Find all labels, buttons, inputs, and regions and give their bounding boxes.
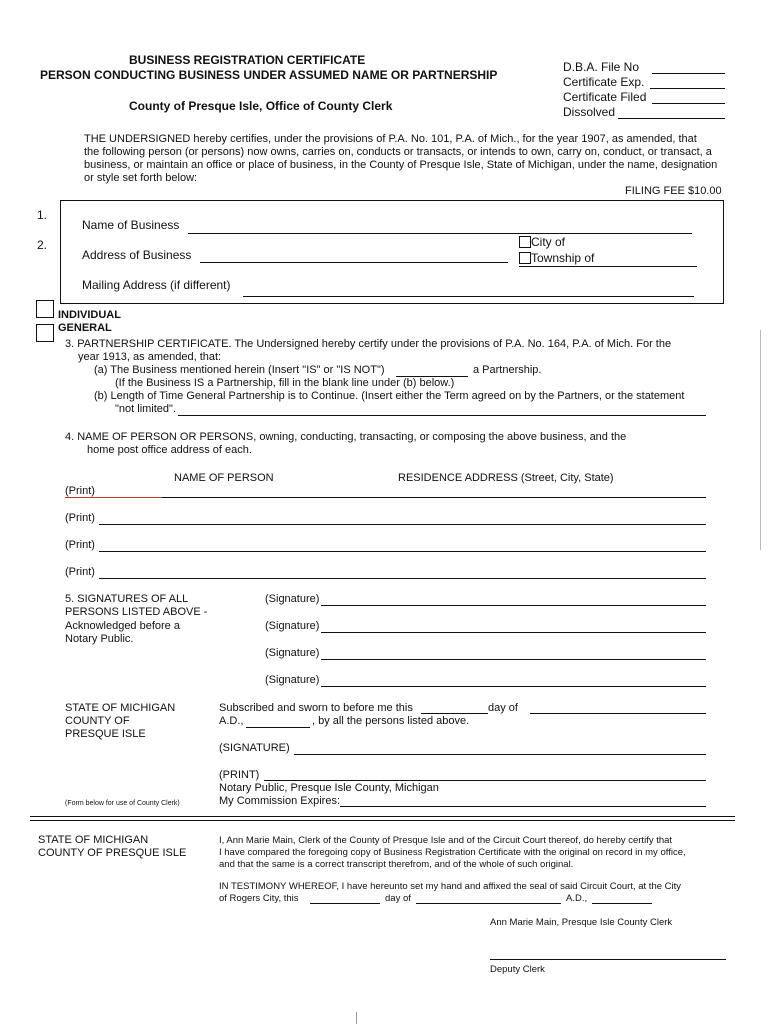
commission-field[interactable] bbox=[340, 806, 706, 807]
signature-label: (Signature) bbox=[265, 593, 320, 605]
signatures-heading-4: Notary Public. bbox=[65, 633, 134, 645]
notary-county: COUNTY OF bbox=[65, 715, 130, 727]
name-column-header: NAME OF PERSON bbox=[174, 472, 274, 484]
clerk-month-field[interactable] bbox=[416, 903, 561, 904]
signatures-heading-2: PERSONS LISTED ABOVE - bbox=[65, 606, 208, 618]
notary-day-field[interactable] bbox=[421, 713, 488, 714]
print-label: (Print) bbox=[65, 539, 95, 551]
clerk-county: COUNTY OF PRESQUE ISLE bbox=[38, 847, 187, 859]
subscribed-text: Subscribed and sworn to before me this bbox=[219, 702, 413, 714]
partnership-heading-2: year 1913, as amended, that: bbox=[78, 351, 222, 363]
notary-public-text: Notary Public, Presque Isle County, Michigan bbox=[219, 782, 439, 794]
testimony-text-1: IN TESTIMONY WHEREOF, I have hereunto set my hand and affixed the seal of said Circuit Court, at the City bbox=[219, 881, 682, 892]
notary-state: STATE OF MICHIGAN bbox=[65, 702, 176, 714]
city-township-field[interactable] bbox=[519, 266, 697, 267]
general-checkbox[interactable] bbox=[36, 324, 54, 342]
dissolved-field[interactable] bbox=[618, 118, 725, 119]
signature-1-field[interactable] bbox=[321, 605, 706, 606]
print-label: (Print) bbox=[65, 512, 95, 524]
city-checkbox[interactable] bbox=[519, 236, 531, 248]
partnership-a-note: (If the Business IS a Partnership, fill in the blank line under (b) below.) bbox=[115, 377, 455, 389]
partnership-b-label: (b) Length of Time General Partnership is to Continue. (Insert either the Term agreed on by the Partners, or the statement bbox=[94, 390, 685, 402]
address-column-header: RESIDENCE ADDRESS (Street, City, State) bbox=[398, 472, 614, 484]
person-1-field[interactable] bbox=[162, 497, 706, 498]
print-label: (Print) bbox=[65, 485, 95, 497]
signature-label: (Signature) bbox=[265, 674, 320, 686]
notary-year-field[interactable] bbox=[246, 727, 310, 728]
township-checkbox[interactable] bbox=[519, 252, 531, 264]
township-label: Township of bbox=[531, 251, 595, 265]
signature-label: (Signature) bbox=[265, 620, 320, 632]
partnership-b-label-2: "not limited". bbox=[115, 403, 176, 415]
clerk-certification-2: I have compared the foregoing copy of Business Registration Certificate with the original on record in my office, bbox=[219, 847, 686, 858]
notary-signature-label: (SIGNATURE) bbox=[219, 742, 290, 754]
city-label: City of bbox=[531, 235, 566, 249]
person-4-field[interactable] bbox=[99, 578, 706, 579]
certificate-exp-label: Certificate Exp. bbox=[563, 75, 645, 89]
certificate-exp-field[interactable] bbox=[650, 88, 725, 89]
business-name-label: Name of Business bbox=[82, 218, 180, 232]
persons-heading-2: home post office address of each. bbox=[87, 444, 252, 456]
form-note: (Form below for use of County Clerk) bbox=[65, 800, 180, 807]
partnership-heading: 3. PARTNERSHIP CERTIFICATE. The Undersigned hereby certify under the provisions of P.A. No. 164, P.A. of Mich. For the bbox=[65, 338, 672, 350]
business-address-label: Address of Business bbox=[82, 248, 192, 262]
partnership-a-suffix: a Partnership. bbox=[473, 364, 542, 376]
item-number-1: 1. bbox=[37, 208, 48, 222]
dba-file-no-label: D.B.A. File No bbox=[563, 60, 640, 74]
clerk-certification-3: and that the same is a correct transcript therefrom, and of the whole of such original. bbox=[219, 859, 574, 870]
mailing-address-field[interactable] bbox=[243, 296, 694, 297]
deputy-clerk-signature-field[interactable] bbox=[490, 959, 726, 960]
individual-checkbox[interactable] bbox=[36, 300, 54, 318]
notary-month-field[interactable] bbox=[530, 713, 706, 714]
deputy-clerk-label: Deputy Clerk bbox=[490, 964, 545, 975]
person-3-field[interactable] bbox=[99, 551, 706, 552]
listed-above-text: , by all the persons listed above. bbox=[312, 715, 470, 727]
item-number-2: 2. bbox=[37, 238, 48, 252]
scan-edge-mark bbox=[356, 1012, 357, 1024]
person-2-field[interactable] bbox=[99, 524, 706, 525]
certificate-filed-field[interactable] bbox=[652, 103, 725, 104]
filing-fee: FILING FEE $10.00 bbox=[625, 185, 722, 197]
dba-file-no-field[interactable] bbox=[652, 73, 725, 74]
clerk-day-field[interactable] bbox=[310, 903, 380, 904]
scan-edge-mark bbox=[760, 330, 761, 550]
section-divider bbox=[30, 816, 735, 817]
intro-text-4: or style set forth below: bbox=[84, 172, 198, 184]
testimony-ad: A.D., bbox=[566, 893, 588, 904]
certificate-filed-label: Certificate Filed bbox=[563, 90, 647, 104]
notary-print-label: (PRINT) bbox=[219, 769, 260, 781]
notary-county-name: PRESQUE ISLE bbox=[65, 728, 146, 740]
intro-text-2: the following person (or persons) now owns, carries on, conducts or transacts, or intends to own, carry on, conduct, or transact, a bbox=[84, 146, 712, 158]
section-divider bbox=[30, 820, 735, 821]
ad-text: A.D., bbox=[219, 715, 244, 727]
clerk-certification-1: I, Ann Marie Main, Clerk of the County of Presque Isle and of the Circuit Court thereof, do hereby certify that bbox=[219, 835, 673, 846]
general-label: GENERAL bbox=[58, 322, 112, 334]
print-underline-red bbox=[65, 497, 162, 498]
persons-heading: 4. NAME OF PERSON OR PERSONS, owning, conducting, transacting, or composing the above business, and the bbox=[65, 431, 627, 443]
signatures-heading: 5. SIGNATURES OF ALL bbox=[65, 593, 189, 605]
partnership-term-field[interactable] bbox=[178, 415, 706, 416]
day-of-text: day of bbox=[488, 702, 518, 714]
partnership-a-label: (a) The Business mentioned herein (Insert "IS" or "IS NOT") bbox=[94, 364, 385, 376]
business-address-field[interactable] bbox=[200, 262, 508, 263]
business-name-field[interactable] bbox=[188, 233, 692, 234]
signatures-heading-3: Acknowledged before a bbox=[65, 620, 180, 632]
notary-print-field[interactable] bbox=[264, 780, 706, 781]
testimony-text-2: of Rogers City, this bbox=[219, 893, 299, 904]
intro-text-3: business, or maintain an office or place of business, in the County of Presque Isle, State of Michigan, under the name, designation bbox=[84, 159, 718, 171]
clerk-year-field[interactable] bbox=[592, 903, 652, 904]
county-office-line: County of Presque Isle, Office of County Clerk bbox=[129, 99, 393, 113]
mailing-address-label: Mailing Address (if different) bbox=[82, 278, 231, 292]
dissolved-label: Dissolved bbox=[563, 105, 616, 119]
clerk-name: Ann Marie Main, Presque Isle County Clerk bbox=[490, 917, 673, 928]
form-subtitle: PERSON CONDUCTING BUSINESS UNDER ASSUMED NAME OR PARTNERSHIP bbox=[40, 68, 498, 82]
intro-text-1: THE UNDERSIGNED hereby certifies, under the provisions of P.A. No. 101, P.A. of Mich., for the year 1907, as amended, that bbox=[84, 133, 697, 145]
signature-label: (Signature) bbox=[265, 647, 320, 659]
notary-signature-field[interactable] bbox=[294, 754, 706, 755]
commission-label: My Commission Expires: bbox=[219, 795, 341, 807]
testimony-day-of: day of bbox=[385, 893, 411, 904]
signature-3-field[interactable] bbox=[321, 659, 706, 660]
clerk-state: STATE OF MICHIGAN bbox=[38, 834, 149, 846]
signature-2-field[interactable] bbox=[321, 632, 706, 633]
form-title: BUSINESS REGISTRATION CERTIFICATE bbox=[129, 53, 366, 67]
individual-label: INDIVIDUAL bbox=[58, 309, 121, 321]
print-label: (Print) bbox=[65, 566, 95, 578]
signature-4-field[interactable] bbox=[321, 686, 706, 687]
